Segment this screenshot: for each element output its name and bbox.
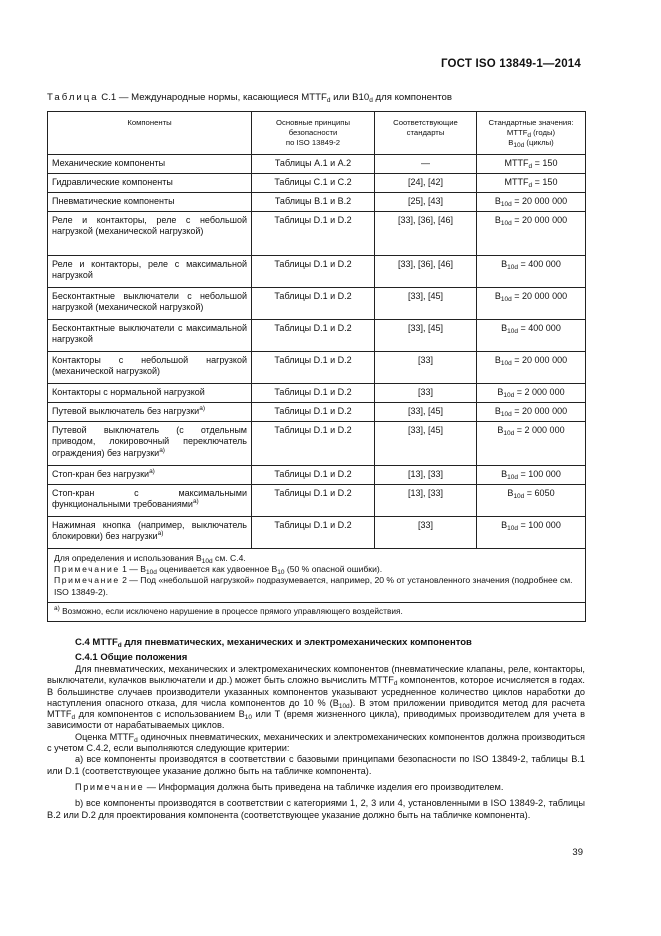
value-cell: $MTTF_d = 150$	[477, 155, 586, 174]
section-heading-c4: C.4 $MTTF_d$ для пневматических, механических и электромеханических компонентов	[75, 637, 472, 649]
component-cell: Путевой выключатель (с отдельным приводом, локировочный переключатель ограждения) без нагрузки$^{a)}$	[48, 422, 252, 466]
component-cell: Контакторы с небольшой нагрузкой (механической нагрузкой)	[48, 352, 252, 384]
value-cell: $B_{10d} = 20$ 000 000	[477, 403, 586, 422]
value-cell: $B_{10d} = 20$ 000 000	[477, 193, 586, 212]
header-components: Компоненты	[48, 112, 252, 155]
principle-cell: Таблицы D.1 и D.2	[252, 403, 375, 422]
principle-cell: Таблицы D.1 и D.2	[252, 212, 375, 256]
standard-cell: [33], [36], [46]	[375, 212, 477, 256]
principle-cell: Таблицы D.1 и D.2	[252, 384, 375, 403]
value-cell: $B_{10d} = 400$ 000	[477, 320, 586, 352]
value-cell: $MTTF_d = 150$	[477, 174, 586, 193]
standard-cell: [33]	[375, 517, 477, 549]
standard-cell: [33]	[375, 352, 477, 384]
table-footnote: $^{a)}$ Возможно, если исключено нарушение в процессе прямого управляющего воздействия.	[48, 602, 586, 621]
principle-cell: Таблицы D.1 и D.2	[252, 422, 375, 466]
standard-cell: [33], [36], [46]	[375, 256, 477, 288]
component-cell: Реле и контакторы, реле с небольшой нагрузкой (механической нагрузкой)	[48, 212, 252, 256]
standard-cell: [13], [33]	[375, 485, 477, 517]
table-row	[48, 155, 586, 174]
component-cell: Путевой выключатель без нагрузки$^{a)}$	[48, 403, 252, 422]
note-1: Примечание 1 — $B_{10d}$ оценивается как удвоенное $B_{10}$ (50 % опасной ошибки).	[54, 564, 383, 577]
note: Примечание — Информация должна быть приведена на табличке изделия его производителем.	[75, 781, 504, 792]
table-row	[48, 212, 586, 256]
paragraph: Оценка $MTTF_d$ одиночных пневматических, механических и электромеханических компонентов должна производиться с учетом C.4.2, если выполняются следующие критерии:	[47, 731, 585, 754]
principle-cell: Таблицы D.1 и D.2	[252, 517, 375, 549]
table-notes	[48, 549, 586, 603]
component-cell: Стоп-кран без нагрузки$^{a)}$	[48, 466, 252, 485]
table-caption: Таблица C.1 — Международные нормы, касающиеся $MTTF_d$ или $B10_d$ для компонентов	[47, 92, 452, 104]
table-row	[48, 352, 586, 384]
principle-cell: Таблицы D.1 и D.2	[252, 256, 375, 288]
table-row	[48, 422, 586, 466]
table-row	[48, 466, 586, 485]
table-header-row	[48, 112, 586, 155]
table-row	[48, 517, 586, 549]
table-row	[48, 403, 586, 422]
page-number: 39	[572, 847, 583, 858]
table-row	[48, 384, 586, 403]
header-principles: Основные принципы безопасности по ISO 13849-2	[252, 112, 375, 155]
table-row	[48, 320, 586, 352]
component-cell: Пневматические компоненты	[48, 193, 252, 212]
component-cell: Контакторы с нормальной нагрузкой	[48, 384, 252, 403]
standard-cell: [33], [45]	[375, 288, 477, 320]
table-row	[48, 485, 586, 517]
principle-cell: Таблицы A.1 и A.2	[252, 155, 375, 174]
value-cell: $B_{10d} = 100$ 000	[477, 517, 586, 549]
table-notes-row	[48, 549, 586, 603]
document-code: ГОСТ ISO 13849-1—2014	[440, 58, 581, 70]
standard-cell: [33], [45]	[375, 403, 477, 422]
table-row	[48, 174, 586, 193]
value-cell: $B_{10d} = 20$ 000 000	[477, 288, 586, 320]
paragraph: b) все компоненты производятся в соответствии с категориями 1, 2, 3 или 4, установленными в ISO 13849-2, таблицы B.2 или D.2 для проектирования компонента (соответствующее указание должно быть на табличке компонента).	[47, 798, 585, 820]
standard-cell: —	[375, 155, 477, 174]
table-row	[48, 288, 586, 320]
header-standards: Соответствующие стандарты	[375, 112, 477, 155]
component-cell: Бесконтактные выключатели с небольшой нагрузкой (механической нагрузкой)	[48, 288, 252, 320]
component-cell: Бесконтактные выключатели с максимальной нагрузкой	[48, 320, 252, 352]
principle-cell: Таблицы D.1 и D.2	[252, 485, 375, 517]
value-cell: $B_{10d} = 100$ 000	[477, 466, 586, 485]
standard-cell: [33], [45]	[375, 320, 477, 352]
value-cell: $B_{10d} = 2$ 000 000	[477, 422, 586, 466]
header-values: Стандартные значения: $MTTF_d$ (годы) $B_{10d}$ (циклы)	[477, 112, 586, 155]
principle-cell: Таблицы C.1 и C.2	[252, 174, 375, 193]
value-cell: $B_{10d} = 20$ 000 000	[477, 212, 586, 256]
component-cell: Стоп-кран с максимальными функциональными требованиями$^{a)}$	[48, 485, 252, 517]
standard-cell: [13], [33]	[375, 466, 477, 485]
components-table	[47, 111, 586, 622]
principle-cell: Таблицы D.1 и D.2	[252, 320, 375, 352]
component-cell: Механические компоненты	[48, 155, 252, 174]
value-cell: $B_{10d} = 2$ 000 000	[477, 384, 586, 403]
table-footnote-row	[48, 602, 586, 621]
body-text	[47, 664, 585, 821]
standard-cell: [33], [45]	[375, 422, 477, 466]
value-cell: $B_{10d} = 6050$	[477, 485, 586, 517]
paragraph: a) все компоненты производятся в соответствии с базовыми принципами безопасности по ISO 13849-2, таблицы B.1 или D.1 (соответствующее указание должно быть на табличке компонента).	[47, 754, 585, 776]
component-cell: Нажимная кнопка (например, выключатель блокировки) без нагрузки$^{a)}$	[48, 517, 252, 549]
standard-cell: [25], [43]	[375, 193, 477, 212]
paragraph: Для пневматических, механических и электромеханических компонентов (пневматические клапаны, реле, контакторы, выключатели, кулачков выключатели и др.) может быть сложно вычислить $MTTF_d$ компонентов, которое исчисляется в годах. В большинстве случаев производители указанных компонентов указывают усредненное количество циклов наработки до наступления опасного отказа, для числа компонентов до 10 % $(B_{10d})$. В этом приложении приводится метод для расчета $MTTF_d$ для компонентов с использованием $B_{10}$ или T (время жизненного цикла), приводимых производителем для учета в зависимости от нарабатываемых циклов.	[47, 664, 585, 731]
component-cell: Гидравлические компоненты	[48, 174, 252, 193]
section-heading-c41: C.4.1 Общие положения	[75, 652, 188, 663]
note-2: Примечание 2 — Под «небольшой нагрузкой» подразумевается, например, 20 % от установленного значения (подробнее см. ISO 13849-2).	[54, 575, 573, 597]
standard-cell: [33]	[375, 384, 477, 403]
note-b10d-ref: Для определения и использования $B_{10d}$ см. С.4.	[54, 553, 246, 565]
component-cell: Реле и контакторы, реле с максимальной нагрузкой	[48, 256, 252, 288]
table-row	[48, 256, 586, 288]
principle-cell: Таблицы D.1 и D.2	[252, 352, 375, 384]
value-cell: $B_{10d} = 20$ 000 000	[477, 352, 586, 384]
value-cell: $B_{10d} = 400$ 000	[477, 256, 586, 288]
principle-cell: Таблицы D.1 и D.2	[252, 288, 375, 320]
principle-cell: Таблицы B.1 и B.2	[252, 193, 375, 212]
table-row	[48, 193, 586, 212]
standard-cell: [24], [42]	[375, 174, 477, 193]
principle-cell: Таблицы D.1 и D.2	[252, 466, 375, 485]
